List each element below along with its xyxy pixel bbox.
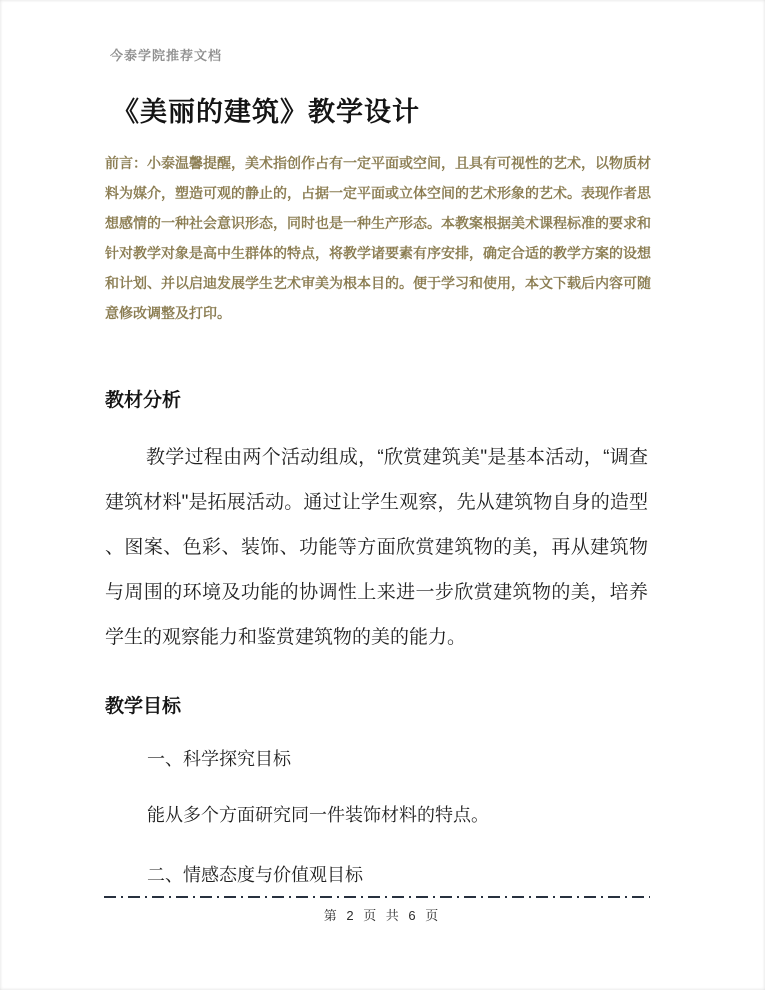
paragraph-line: 学生的观察能力和鉴赏建筑物的美的能力。 [105, 627, 467, 648]
footer-page-number: 第 2 页 共 6 页 [323, 908, 442, 923]
textbook-analysis-paragraph [105, 435, 648, 660]
goal-item-science-inquiry-detail: 能从多个方面研究同一件装饰材料的特点。 [147, 805, 489, 825]
paragraph-line: 与周围的环境及功能的协调性上来进一步欣赏建筑物的美，培养 [105, 582, 648, 603]
paragraph-line: 、图案、色彩、装饰、功能等方面欣赏建筑物的美，再从建筑物 [105, 537, 648, 558]
preface-line: 和计划、并以启迪发展学生艺术审美为根本目的。便于学习和使用，本文下载后内容可随 [105, 275, 651, 291]
paragraph-line: 教学过程由两个活动组成，“欣赏建筑美"是基本活动，“调查 [146, 447, 648, 468]
page-title: 《美丽的建筑》教学设计 [112, 97, 420, 127]
preface-line: 想感情的一种社会意识形态，同时也是一种生产形态。本教案根据美术课程标准的要求和 [105, 215, 651, 231]
header-brand-text: 今泰学院推荐文档 [110, 48, 223, 63]
section-heading-textbook-analysis: 教材分析 [105, 390, 182, 411]
preface-line: 前言：小泰温馨提醒，美术指创作占有一定平面或空间，且具有可视性的艺术，以物质材 [105, 155, 651, 171]
paragraph-line: 建筑材料"是拓展活动。通过让学生观察，先从建筑物自身的造型 [105, 492, 648, 513]
preface-note [105, 148, 651, 328]
preface-line: 意修改调整及打印。 [105, 305, 231, 321]
preface-line: 针对教学对象是高中生群体的特点，将教学诸要素有序安排，确定合适的教学方案的设想 [105, 245, 651, 261]
goal-item-science-inquiry: 一、科学探究目标 [147, 749, 291, 769]
goal-item-emotion-values: 二、情感态度与价值观目标 [147, 865, 363, 885]
footer-dash-dot-divider [104, 896, 650, 898]
preface-line: 料为媒介，塑造可观的静止的，占据一定平面或立体空间的艺术形象的艺术。表现作者思 [105, 185, 651, 201]
section-heading-teaching-goals: 教学目标 [105, 696, 182, 717]
